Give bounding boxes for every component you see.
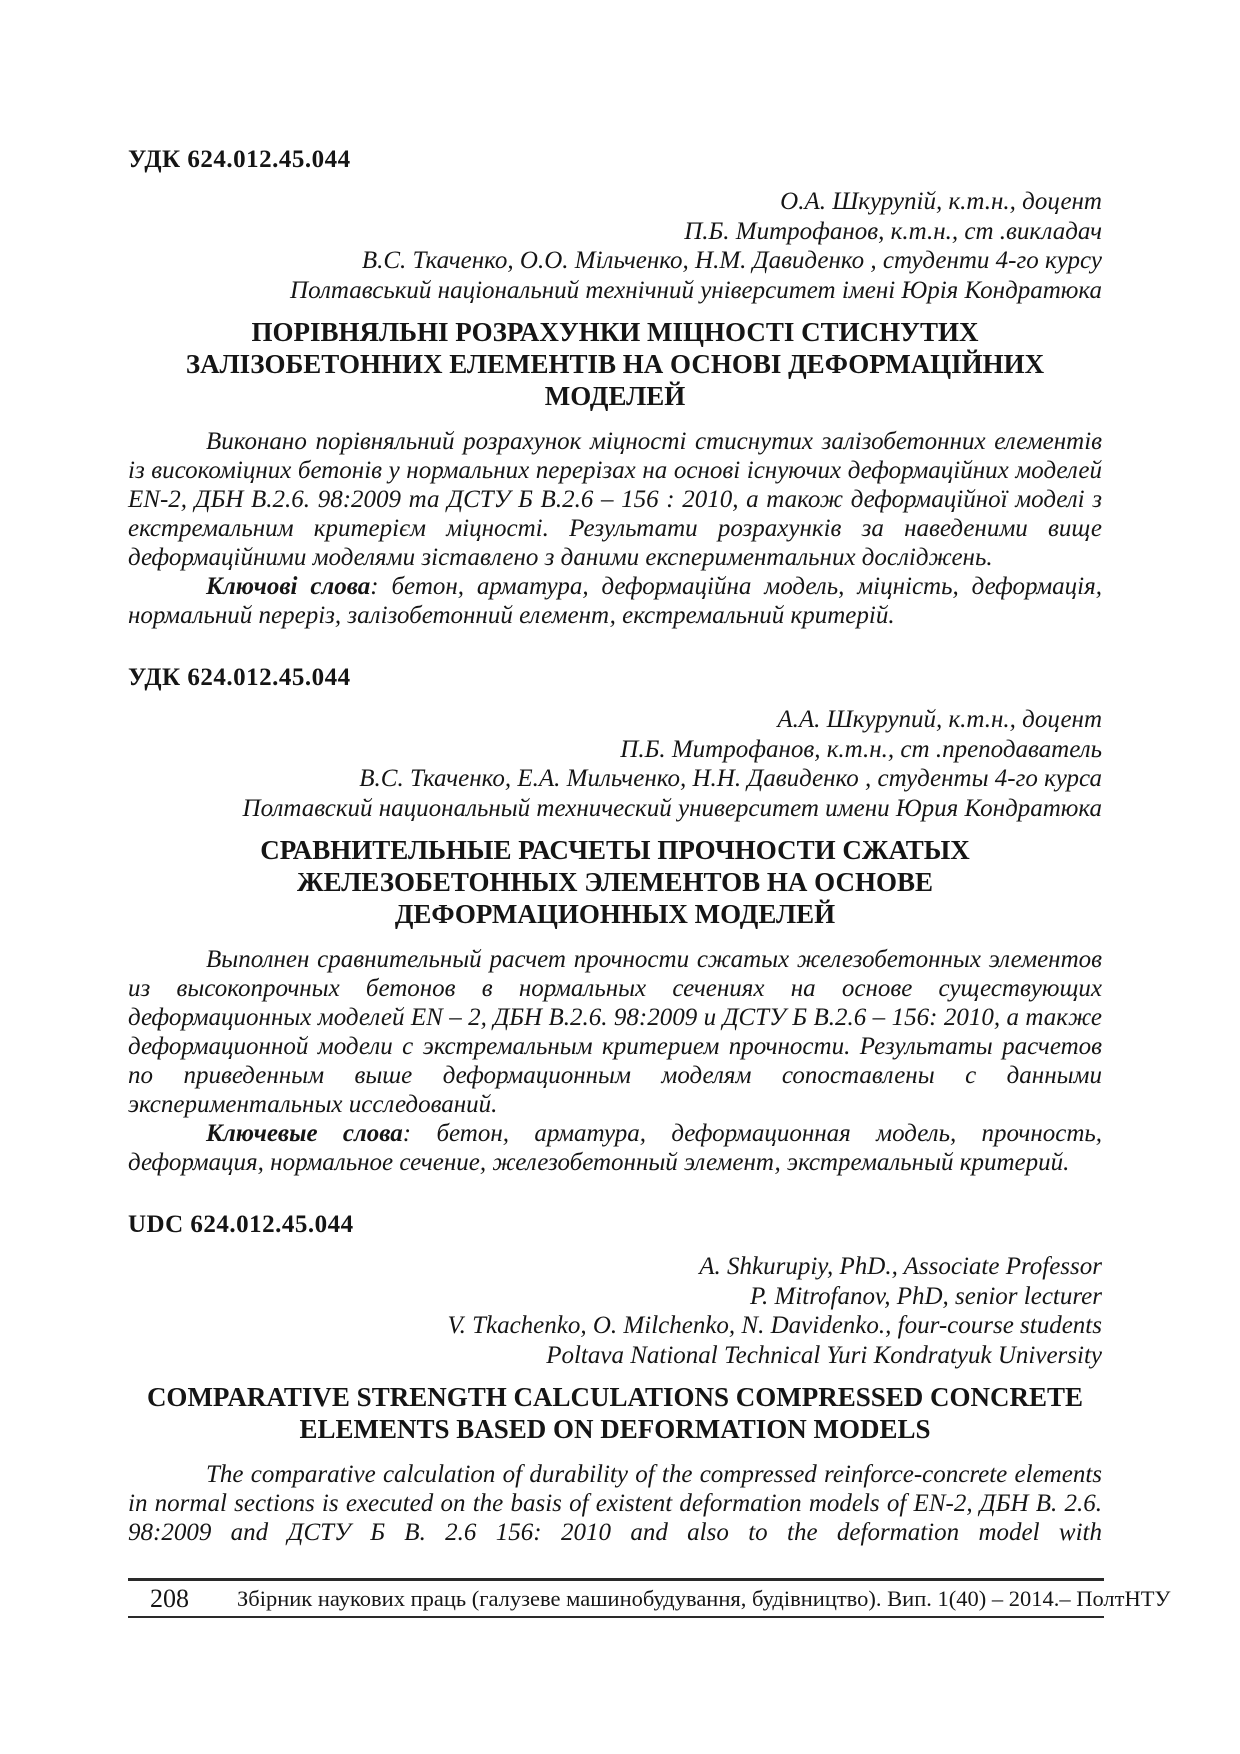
author-line: P. Mitrofanov, PhD, senior lecturer bbox=[749, 1282, 1102, 1310]
author-line: П.Б. Митрофанов, к.т.н., ст .преподаватель bbox=[620, 735, 1102, 763]
author-line: V. Tkachenko, O. Milchenko, N. Davidenko., four-course students bbox=[447, 1312, 1102, 1339]
affiliation-line: Полтавский национальный технический университет имени Юрия Кондратюка bbox=[242, 794, 1102, 822]
keywords-text: : бетон, арматура, деформационная модель, прочность, деформация, нормальное сечение, железобетонный элемент, экстремальный критерий. bbox=[128, 1120, 1102, 1176]
authors-block bbox=[128, 187, 1102, 305]
footer-journal-title: Збірник наукових праць (галузеве машинобудування, будівництво). Вип. 1(40) – 2014.– ПолтНТУ bbox=[237, 1585, 1171, 1611]
page-number: 208 bbox=[150, 1583, 189, 1613]
abstract-paragraph: Выполнен сравнительный расчет прочности сжатых железобетонных элементов из высокопрочных бетонов в нормальных сечениях на основе существующих деформационных моделей EN – 2, ДБН В.2.6. 98:2009 и ДСТУ Б В.2.6 – 156: 2010, а также деформационной модели с экстремальным критерием прочности. Результаты расчетов по приведенным выше деформационным моделям сопоставлены с данными экспериментальных исследований. bbox=[128, 946, 1102, 1118]
keywords-label: Ключові слова bbox=[206, 573, 371, 600]
section-english bbox=[128, 1210, 1102, 1547]
keywords-paragraph bbox=[128, 1119, 1102, 1177]
article-title: ПОРІВНЯЛЬНІ РОЗРАХУНКИ МІЦНОСТІ СТИСНУТИХ ЗАЛІЗОБЕТОННИХ ЕЛЕМЕНТІВ НА ОСНОВІ ДЕФОРМАЦІЙНИХ МОДЕЛЕЙ bbox=[185, 317, 1045, 411]
authors-block bbox=[128, 705, 1102, 823]
authors-block bbox=[128, 1252, 1102, 1370]
article-title: COMPARATIVE STRENGTH CALCULATIONS COMPRESSED CONCRETE ELEMENTS BASED ON DEFORMATION MODELS bbox=[146, 1382, 1084, 1444]
keywords-text: : бетон, арматура, деформаційна модель, міцність, деформація, нормальний переріз, залізобетонний елемент, екстремальний критерій. bbox=[128, 573, 1102, 629]
author-line: A. Shkurupiy, PhD., Associate Professor bbox=[699, 1253, 1102, 1280]
affiliation-line: Poltava National Technical Yuri Kondratyuk University bbox=[546, 1341, 1102, 1369]
page-footer bbox=[128, 1578, 1171, 1618]
section-russian bbox=[128, 663, 1102, 1177]
keywords-paragraph bbox=[128, 572, 1102, 630]
section-ukrainian bbox=[128, 145, 1102, 630]
author-line: П.Б. Митрофанов, к.т.н., ст .викладач bbox=[684, 217, 1102, 245]
article-title: СРАВНИТЕЛЬНЫЕ РАСЧЕТЫ ПРОЧНОСТИ СЖАТЫХ ЖЕЛЕЗОБЕТОННЫХ ЭЛЕМЕНТОВ НА ОСНОВЕ ДЕФОРМАЦИОННЫХ МОДЕЛЕЙ bbox=[260, 835, 970, 929]
author-line: В.С. Ткаченко, Е.А. Мильченко, Н.Н. Давиденко , студенты 4-го курса bbox=[359, 765, 1102, 792]
abstract-paragraph: Виконано порівняльний розрахунок міцності стиснутих залізобетонних елементів із високоміцних бетонів у нормальних перерізах на основі існуючих деформаційних моделей EN-2, ДБН В.2.6. 98:2009 та ДСТУ Б В.2.6 – 156 : 2010, а також деформаційної моделі з екстремальним критерієм міцності. Результати розрахунків за наведеними вище деформаційними моделями зіставлено з даними експериментальних досліджень. bbox=[128, 428, 1102, 571]
udc-code: УДК 624.012.45.044 bbox=[128, 664, 351, 691]
author-line: О.А. Шкурупій, к.т.н., доцент bbox=[780, 188, 1102, 215]
udc-code: УДК 624.012.45.044 bbox=[128, 146, 351, 173]
keywords-label: Ключевые слова bbox=[206, 1120, 403, 1147]
author-line: А.А. Шкурупий, к.т.н., доцент bbox=[777, 706, 1102, 733]
abstract-paragraph: The comparative calculation of durability of the compressed reinforce-concrete elements in normal sections is executed on the basis of existent deformation models of EN-2, ДБН В. 2.6. 98:2009 and ДСТУ Б В. 2.6 156: 2010 and also to the deformation model with bbox=[128, 1461, 1102, 1546]
affiliation-line: Полтавський національний технічний університет імені Юрія Кондратюка bbox=[290, 276, 1102, 304]
author-line: В.С. Ткаченко, О.О. Мільченко, Н.М. Давиденко , студенти 4-го курсу bbox=[361, 247, 1102, 274]
udc-code: UDC 624.012.45.044 bbox=[128, 1211, 354, 1238]
